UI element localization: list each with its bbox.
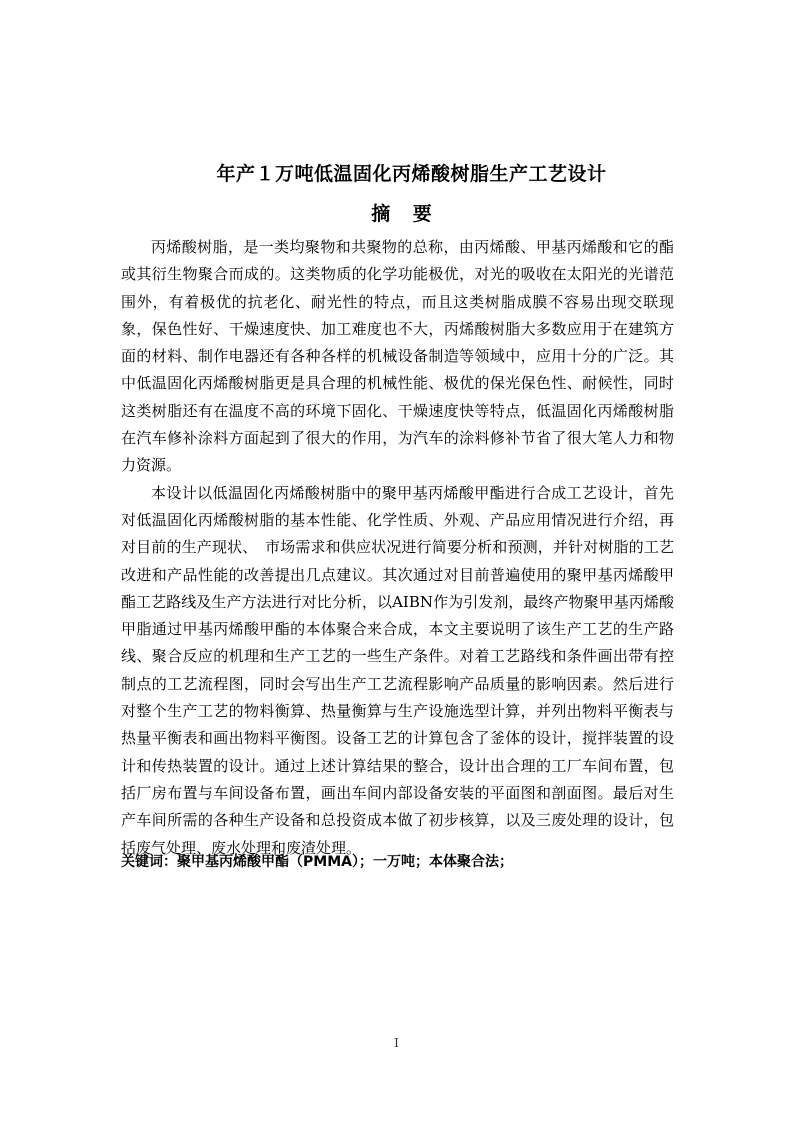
page-number: I — [394, 1036, 399, 1050]
document-title: 年产１万吨低温固化丙烯酸树脂生产工艺设计 — [216, 163, 607, 185]
keywords-line: 关键词：聚甲基丙烯酸甲酯（PMMA）；一万吨；本体聚合法； — [121, 854, 513, 870]
abstract-paragraph-1: 丙烯酸树脂，是一类均聚物和共聚物的总称，由丙烯酸、甲基丙烯酸和它的酯或其衍生物聚合而成的。这类物质的化学功能极优，对光的吸收在太阳光的光谱范围外，有着极优的抗老化、耐光性的特点，而且这类树脂成膜不容易出现交联现象，保色性好、干燥速度快、加工难度也不大，丙烯酸树脂大多数应用于在建筑方面的材料、制作电器还有各种各样的机械设备制造等领域中，应用十分的广泛。其中低温固化丙烯酸树脂更是具合理的机械性能、极优的保光保色性、耐候性，同时这类树脂还有在温度不高的环境下固化、干燥速度快等特点，低温固化丙烯酸树脂在汽车修补涂料方面起到了很大的作用，为汽车的涂料修补节省了很大笔人力和物力资源。 — [121, 238, 674, 475]
abstract-heading: 摘 要 — [371, 203, 440, 225]
abstract-body — [121, 234, 674, 862]
abstract-paragraph-2: 本设计以低温固化丙烯酸树脂中的聚甲基丙烯酸甲酯进行合成工艺设计，首先对低温固化丙烯酸树脂的基本性能、化学性质、外观、产品应用情况进行介绍，再对目前的生产现状、 市场需求和供应状况进行简要分析和预测，并针对树脂的工艺改进和产品性能的改善提出几点建议。其次通过对目前普遍使用的聚甲基丙烯酸甲酯工艺路线及生产方法进行对比分析，以AIBN作为引发剂，最终产物聚甲基丙烯酸甲脂通过甲基丙烯酸甲酯的本体聚合来合成，本文主要说明了该生产工艺的生产路线、聚合反应的机理和生产工艺的一些生产条件。对着工艺路线和条件画出带有控制点的工艺流程图，同时会写出生产工艺流程影响产品质量的影响因素。然后进行对整个生产工艺的物料衡算、热量衡算与生产设施选型计算，并列出物料平衡表与热量平衡表和画出物料平衡图。设备工艺的计算包含了釜体的设计，搅拌装置的设计和传热装置的设计。通过上述计算结果的整合，设计出合理的工厂车间布置，包括厂房布置与车间设备布置，画出车间内部设备安装的平面图和剖面图。最后对生产车间所需的各种生产设备和总投资成本做了初步核算，以及三废处理的设计，包括废气处理、废水处理和废渣处理。 — [121, 483, 674, 857]
